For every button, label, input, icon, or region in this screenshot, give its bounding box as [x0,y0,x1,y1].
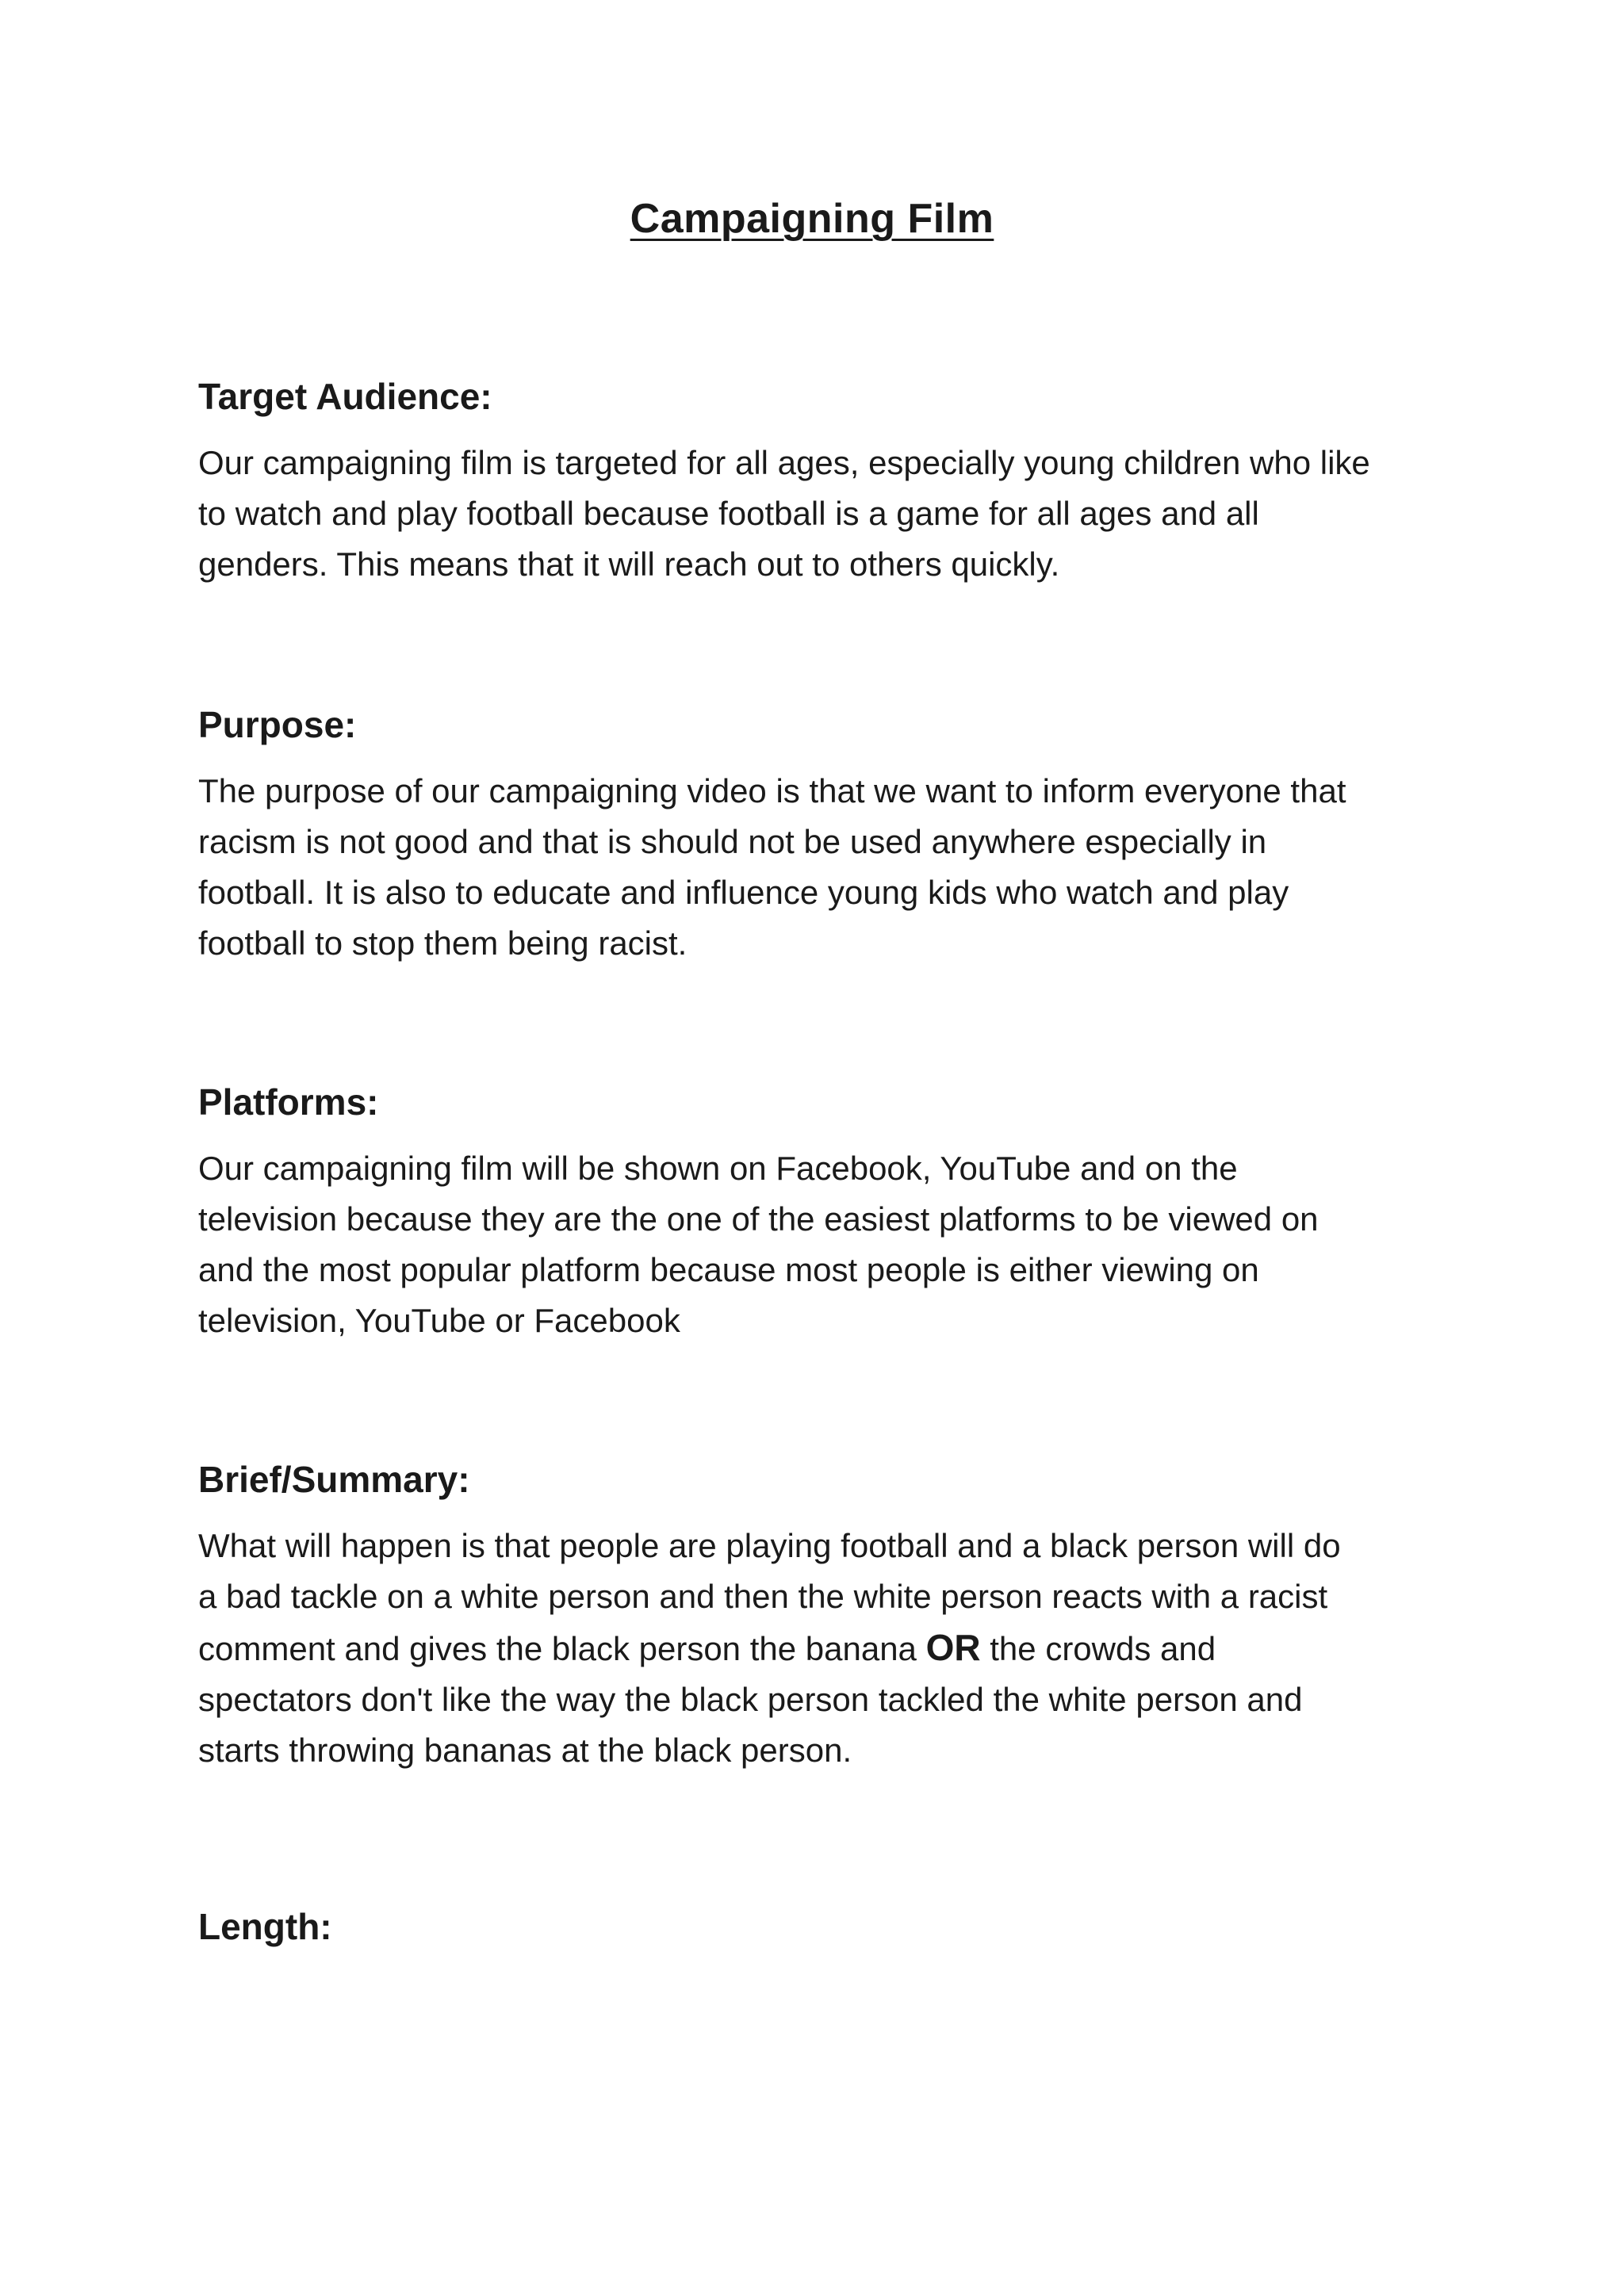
body-line: genders. This means that it will reach out to others quickly. [198,545,1060,583]
section-body [198,438,1467,590]
body-line: Our campaigning film is targeted for all ages, especially young children who like [198,444,1370,481]
body-line: football. It is also to educate and influence young kids who watch and play [198,874,1289,911]
body-line-with-emphasis [198,1622,1467,1674]
body-line: racism is not good and that is should not be used anywhere especially in [198,823,1267,860]
section-body [198,1143,1467,1346]
section-brief-summary [198,1456,1467,1776]
body-line: starts throwing bananas at the black person. [198,1732,852,1769]
body-line: What will happen is that people are playing football and a black person will do [198,1527,1341,1564]
body-line: The purpose of our campaigning video is that we want to inform everyone that [198,772,1346,809]
body-line: television because they are the one of the easiest platforms to be viewed on [198,1200,1319,1238]
section-body [198,1521,1467,1776]
section-target-audience [198,373,1467,590]
body-text: the crowds and [980,1630,1216,1667]
section-heading: Purpose: [198,704,357,745]
section-heading: Length: [198,1906,332,1947]
emphasis-or: OR [925,1627,981,1668]
body-line: spectators don't like the way the black person tackled the white person and [198,1681,1303,1718]
body-line: football to stop them being racist. [198,924,688,962]
section-heading: Target Audience: [198,376,492,417]
body-line: a bad tackle on a white person and then the white person reacts with a racist [198,1578,1328,1615]
body-line: Our campaigning film will be shown on Facebook, YouTube and on the [198,1150,1238,1187]
section-body [198,766,1467,969]
section-length [198,1903,1467,1950]
section-heading: Brief/Summary: [198,1459,470,1500]
section-purpose [198,701,1467,969]
body-line: to watch and play football because football is a game for all ages and all [198,495,1259,532]
body-text: comment and gives the black person the banana [198,1630,926,1667]
body-line: television, YouTube or Facebook [198,1302,680,1339]
page-title: Campaigning Film [630,196,994,242]
body-line: and the most popular platform because most people is either viewing on [198,1251,1259,1288]
section-heading: Platforms: [198,1081,379,1123]
section-platforms [198,1078,1467,1346]
